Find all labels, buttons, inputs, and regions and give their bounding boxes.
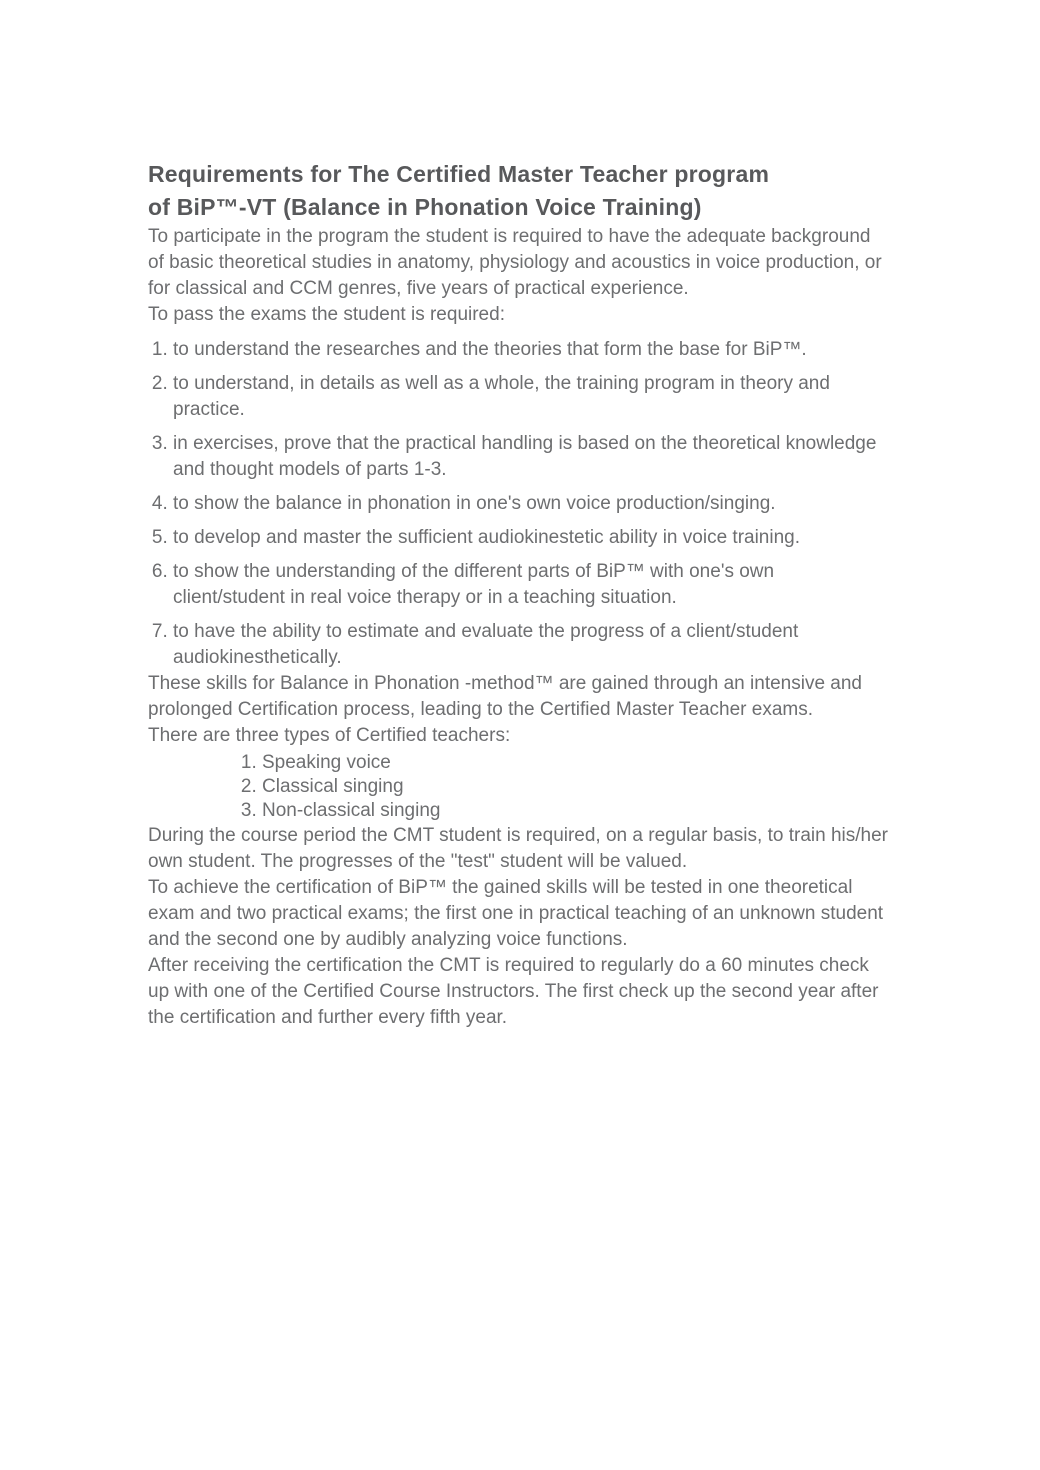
- teacher-type-1: 1. Speaking voice: [262, 751, 862, 775]
- requirement-item-7: 7. to have the ability to estimate and evaluate the progress of a client/student audiokinesthetically.: [173, 619, 890, 671]
- exam-requirements-list: [148, 337, 890, 671]
- requirement-item-1: 1. to understand the researches and the theories that form the base for BiP™.: [173, 337, 890, 363]
- course-period-paragraph: During the course period the CMT student is required, on a regular basis, to train his/her own student. The progresses of the "test" student will be valued.: [148, 825, 888, 872]
- intro-paragraph: To participate in the program the student is required to have the adequate background of basic theoretical studies in anatomy, physiology and acoustics in voice production, or for classical and CCM genres, five years of practical experience.: [148, 226, 882, 299]
- teacher-type-3: 3. Non-classical singing: [262, 799, 862, 823]
- teacher-types-intro: There are three types of Certified teachers:: [148, 725, 511, 746]
- teacher-types-list: [148, 751, 862, 823]
- certification-exams-paragraph: To achieve the certification of BiP™ the gained skills will be tested in one theoretical exam and two practical exams; the first one in practical teaching of an unknown student and the second one by audibly analyzing voice functions.: [148, 877, 884, 950]
- exam-requirements-intro: To pass the exams the student is required:: [148, 304, 505, 325]
- requirement-item-3: 3. in exercises, prove that the practical handling is based on the theoretical knowledge and thought models of parts 1-3.: [173, 431, 890, 483]
- requirement-item-5: 5. to develop and master the sufficient audiokinestetic ability in voice training.: [173, 525, 890, 551]
- teacher-type-2: 2. Classical singing: [262, 775, 862, 799]
- page-title-line-1: Requirements for The Certified Master Teacher program: [148, 161, 770, 187]
- skills-paragraph: These skills for Balance in Phonation -method™ are gained through an intensive and prolonged Certification process, leading to the Certified Master Teacher exams.: [148, 673, 862, 720]
- page-title: [148, 158, 895, 224]
- page-title-line-2: of BiP™-VT (Balance in Phonation Voice Training): [148, 194, 702, 220]
- requirement-item-4: 4. to show the balance in phonation in one's own voice production/singing.: [173, 491, 890, 517]
- checkup-paragraph: After receiving the certification the CMT is required to regularly do a 60 minutes check up with one of the Certified Course Instructors. The first check up the second year after the certification and further every fifth year.: [148, 955, 879, 1028]
- requirement-item-6: 6. to show the understanding of the different parts of BiP™ with one's own client/student in real voice therapy or in a teaching situation.: [173, 559, 890, 611]
- requirement-item-2: 2. to understand, in details as well as a whole, the training program in theory and practice.: [173, 371, 890, 423]
